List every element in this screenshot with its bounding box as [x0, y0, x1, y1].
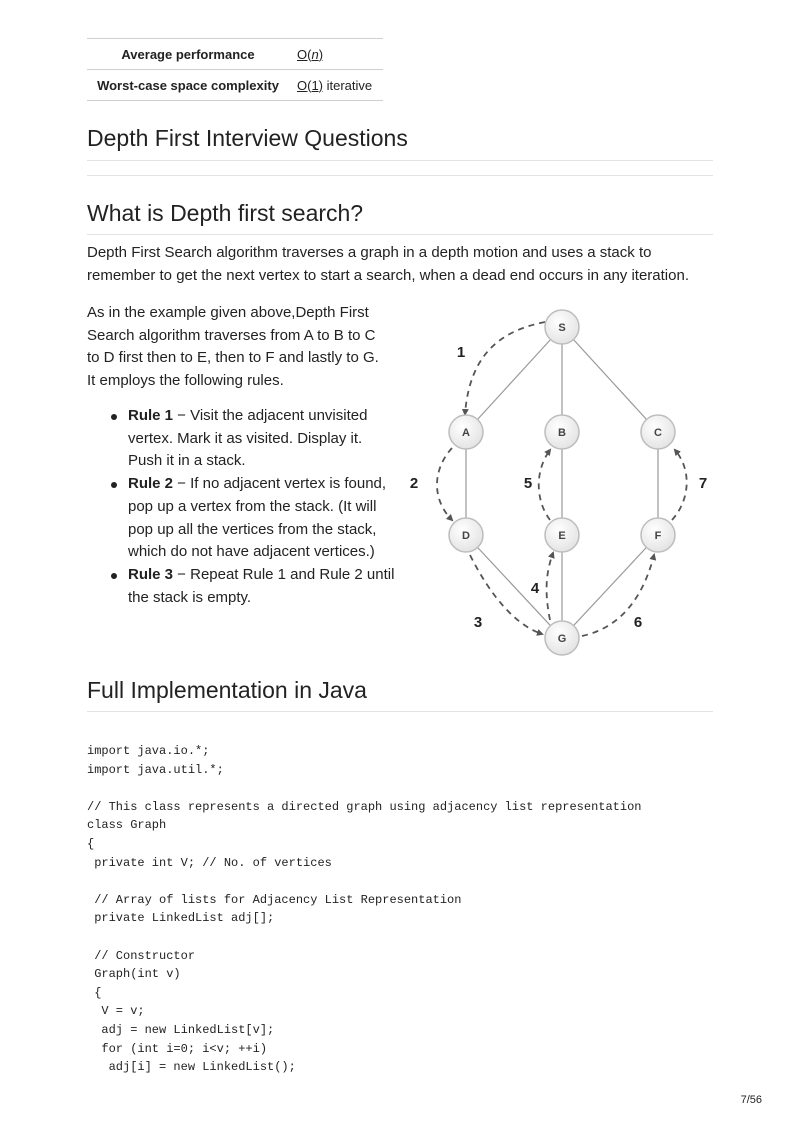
traversal-arrow-6 — [582, 555, 654, 636]
list-item: Rule 2 − If no adjacent vertex is found, pop up a vertex from the stack. (It will pop up all the vertices from the stack, which do not have adjacent vertices.) — [106, 473, 396, 564]
code-line: for (int i=0; i<v; ++i) — [87, 1041, 268, 1056]
graph-node-s — [545, 310, 579, 344]
code-line: import java.io.*; — [87, 744, 210, 758]
step-labels — [410, 344, 707, 631]
traversal-arrow-2 — [437, 448, 452, 520]
code-line: V = v; — [87, 1004, 145, 1019]
svg-text:A: A — [462, 427, 470, 439]
rules-list — [106, 405, 396, 609]
divider — [87, 160, 713, 161]
section-title-what-is-dfs: What is Depth first search? — [87, 200, 364, 226]
svg-text:C: C — [654, 427, 662, 439]
list-item: Rule 1 − Visit the adjacent unvisited vertex. Mark it as visited. Display it. Push it in a stack. — [106, 405, 396, 473]
traversal-arrow-1 — [465, 322, 545, 414]
row-label: Average performance — [87, 39, 289, 70]
graph-node-g — [545, 621, 579, 655]
section-title-java: Full Implementation in Java — [87, 677, 367, 703]
step-label-3: 3 — [473, 614, 483, 631]
step-label-4: 4 — [530, 580, 540, 597]
step-label-6: 6 — [633, 614, 643, 631]
step-label-5: 5 — [523, 475, 533, 492]
step-label-7: 7 — [698, 475, 708, 492]
row-value-text: iterative — [323, 77, 373, 93]
code-line: // This class represents a directed graph using adjacency list representation — [87, 799, 642, 814]
svg-text:E: E — [558, 530, 566, 542]
edge-s-a — [466, 327, 562, 432]
section-title-interview: Depth First Interview Questions — [87, 125, 408, 151]
traversal-arrow-5 — [539, 450, 550, 520]
code-line: Graph(int v) — [87, 967, 181, 982]
code-line: adj[i] = new LinkedList(); — [87, 1060, 296, 1075]
graph-node-d — [449, 518, 483, 552]
code-line: private LinkedList adj[]; — [87, 911, 275, 926]
intro-paragraph: Depth First Search algorithm traverses a graph in a depth motion and uses a stack to remember to get the next vertex to start a search, when a dead end occurs in any iteration. — [87, 244, 689, 284]
graph-node-c — [641, 415, 675, 449]
svg-text:D: D — [462, 530, 470, 542]
bullet-icon — [111, 482, 117, 488]
code-block — [87, 742, 642, 1077]
code-line: // Array of lists for Adjacency List Representation — [87, 892, 462, 907]
graph-node-a — [449, 415, 483, 449]
complexity-table — [87, 38, 383, 101]
svg-text:S: S — [558, 322, 566, 334]
code-line: class Graph — [87, 818, 167, 833]
list-item: Rule 3 − Repeat Rule 1 and Rule 2 until the stack is empty. — [106, 564, 396, 609]
complexity-link[interactable]: O(1) — [297, 77, 323, 93]
code-line: { — [87, 985, 102, 1000]
svg-text:F: F — [654, 530, 662, 542]
traversal-arrow-4 — [547, 553, 553, 620]
row-label: Worst-case space complexity — [87, 70, 289, 101]
svg-text:B: B — [558, 427, 566, 439]
code-line: import java.util.*; — [87, 762, 224, 777]
code-line: { — [87, 836, 95, 851]
graph-node-e — [545, 518, 579, 552]
complexity-link[interactable]: O(n) — [297, 46, 324, 62]
code-line: adj = new LinkedList[v]; — [87, 1022, 275, 1037]
page-number: 7/56 — [740, 1094, 762, 1106]
step-label-2: 2 — [409, 475, 419, 492]
graph-edges — [466, 327, 658, 638]
code-line: private int V; // No. of vertices — [87, 855, 332, 870]
edge-s-c — [562, 327, 658, 432]
traversal-arrow-7 — [672, 450, 687, 520]
divider — [87, 175, 713, 176]
divider — [87, 711, 713, 712]
step-label-1: 1 — [456, 344, 466, 361]
table-row — [87, 70, 383, 101]
svg-text:G: G — [557, 633, 567, 645]
bullet-icon — [111, 414, 117, 420]
bullet-icon — [111, 573, 117, 579]
table-row — [87, 39, 383, 70]
graph-node-f — [641, 518, 675, 552]
dfs-graph-diagram — [400, 300, 720, 665]
row-value — [289, 39, 383, 70]
divider — [87, 234, 713, 235]
graph-node-b — [545, 415, 579, 449]
example-paragraph: As in the example given above,Depth First Search algorithm traverses from A to B to C to D first then to E, then to F and lastly to G. It employs the following rules. — [87, 304, 379, 389]
code-line: // Constructor — [87, 948, 196, 963]
row-value — [289, 70, 383, 101]
